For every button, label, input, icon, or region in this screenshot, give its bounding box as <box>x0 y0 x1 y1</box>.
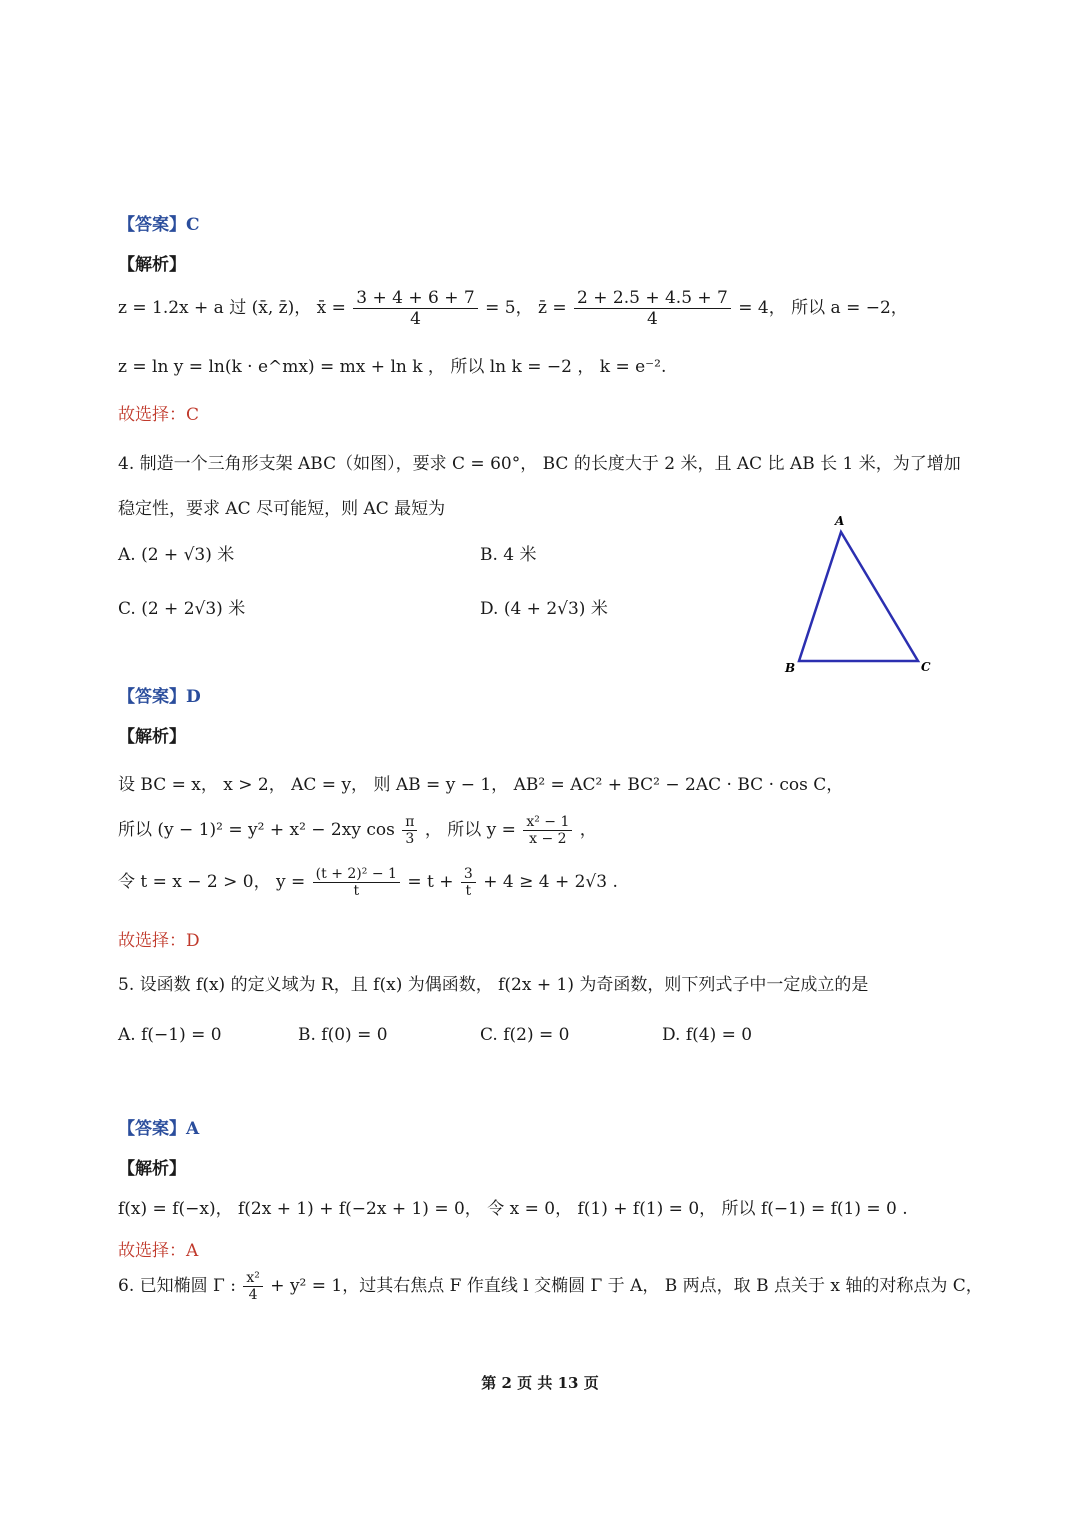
q4-solution-line3: 令 t = x − 2 > 0， y = $\frac{\text{(t + 2)² − 1}}{t}$ = t + $\frac{3}{t}$ + 4 ≥ 4 + 2√3 . <box>118 866 618 899</box>
q5-option-d: D. f(4) = 0 <box>662 1025 753 1045</box>
q4-option-b: B. 4 米 <box>480 545 537 565</box>
q6-stem: 6. 已知椭圆 Γ : $\frac{\text{x²}}{4}$ + y² = 1，过其右焦点 F 作直线 l 交椭圆 Γ 于 A， B 两点，取 B 点关于 x 轴的对称点为 C， <box>118 1270 983 1303</box>
q5-stem: 5. 设函数 f(x) 的定义域为 R，且 f(x) 为偶函数， f(2x + 1) 为奇函数，则下列式子中一定成立的是 <box>118 975 869 995</box>
triangle-outline <box>799 532 918 661</box>
q5-answer-label: 【答案】A <box>118 1119 200 1139</box>
page-footer: 第 2 页 共 13 页 <box>481 1374 599 1392</box>
fraction: $\frac{3}{t}$ <box>461 866 476 899</box>
fraction: $\frac{\pi}{3}$ <box>402 814 417 847</box>
q4-option-d: D. (4 + 2√3) 米 <box>480 599 608 619</box>
q5-option-b: B. f(0) = 0 <box>298 1025 388 1045</box>
vertex-label-a: A <box>835 514 845 528</box>
vertex-label-b: B <box>785 661 796 675</box>
q4-stem-line1: 4. 制造一个三角形支架 ABC（如图），要求 C = 60°， BC 的长度大于 2 米，且 AC 比 AB 长 1 米，为了增加 <box>118 454 961 474</box>
fraction: $\frac{3 + 4 + 6 + 7}{4}$ <box>353 288 477 329</box>
q5-option-a: A. f(−1) = 0 <box>118 1025 222 1045</box>
fraction: $\frac{\text{x²}}{4}$ <box>243 1270 263 1303</box>
q3-solution-line1: z = 1.2x + a 过 (x̄, z̄)， x̄ = $\frac{3 + 4 + 6 + 7}{4}$ = 5， z̄ = $\frac{2 + 2.5 + 4.5 + 7}{4}$ = 4， 所以 a = −2， <box>118 288 908 329</box>
q4-select: 故选择：D <box>118 931 200 951</box>
q4-option-c: C. (2 + 2√3) 米 <box>118 599 246 619</box>
q5-option-c: C. f(2) = 0 <box>480 1025 570 1045</box>
q5-select: 故选择：A <box>118 1241 199 1261</box>
q3-analysis-label: 【解析】 <box>118 255 186 275</box>
q3-solution-line2: z = ln y = ln(k · e^mx) = mx + ln k ， 所以 ln k = −2 ， k = e⁻². <box>118 357 667 377</box>
q4-answer-label: 【答案】D <box>118 687 201 707</box>
q4-solution-line2: 所以 (y − 1)² = y² + x² − 2xy cos $\frac{\pi}{3}$ ， 所以 y = $\frac{\text{x² − 1}}{x - 2}$ ， <box>118 814 597 847</box>
q3-select: 故选择：C <box>118 405 200 425</box>
q5-analysis-label: 【解析】 <box>118 1159 186 1179</box>
fraction: $\frac{\text{(t + 2)² − 1}}{t}$ <box>313 866 400 899</box>
q4-stem-line2: 稳定性，要求 AC 尽可能短，则 AC 最短为 <box>118 499 446 519</box>
fraction: $\frac{2 + 2.5 + 4.5 + 7}{4}$ <box>574 288 731 329</box>
q4-option-a: A. (2 + √3) 米 <box>118 545 235 565</box>
q4-solution-line1: 设 BC = x， x > 2， AC = y， 则 AB = y − 1， AB² = AC² + BC² − 2AC · BC · cos C， <box>118 775 844 795</box>
fraction: $\frac{\text{x² − 1}}{x - 2}$ <box>523 814 572 847</box>
triangle-abc-figure <box>770 505 950 685</box>
q5-solution: f(x) = f(−x)， f(2x + 1) + f(−2x + 1) = 0， 令 x = 0， f(1) + f(1) = 0， 所以 f(−1) = f(1) = 0 . <box>118 1199 908 1219</box>
q3-answer-label: 【答案】C <box>118 215 200 235</box>
vertex-label-c: C <box>921 660 931 674</box>
q4-analysis-label: 【解析】 <box>118 727 186 747</box>
